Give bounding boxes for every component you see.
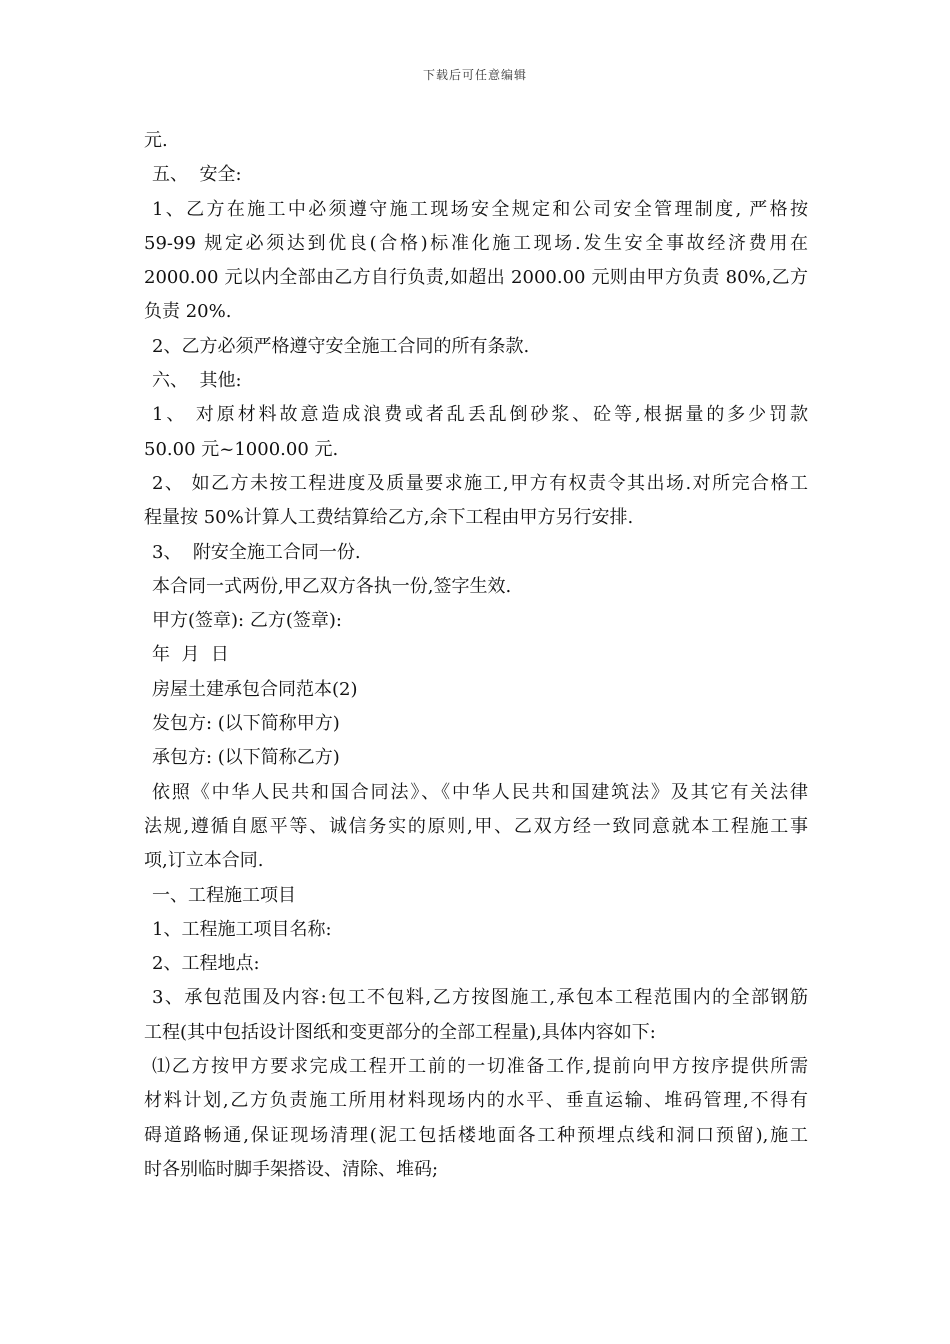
text-line: 2、 如乙方未按工程进度及质量要求施工,甲方有权责令其出场.对所完合格工 [152,472,808,494]
text-line: 发包方: (以下简称甲方) [152,713,340,735]
text-line: 年 月 日 [152,644,229,666]
text-line: 2000.00 元以内全部由乙方自行负责,如超出 2000.00 元则由甲方负责 80%,乙方 [144,267,808,289]
text-line: 一、工程施工项目 [152,884,296,906]
text-line: 程量按 50%计算人工费结算给乙方,余下工程由甲方另行安排. [144,507,634,529]
text-line: 材料计划,乙方负责施工所用材料现场内的水平、垂直运输、堆码管理,不得有 [144,1090,808,1112]
text-line: 时各别临时脚手架搭设、清除、堆码; [144,1158,439,1180]
text-line: 五、 安全: [152,164,242,186]
text-line: 法规,遵循自愿平等、诚信务实的原则,甲、乙双方经一致同意就本工程施工事 [144,815,808,837]
text-line: 本合同一式两份,甲乙双方各执一份,签字生效. [152,575,512,597]
page-header: 下载后可任意编辑 [422,68,527,82]
text-line: 50.00 元~1000.00 元. [144,438,339,460]
text-line: 1、工程施工项目名称: [152,918,332,940]
document-body [144,124,808,1187]
text-line: 2、工程地点: [152,953,260,975]
text-line: 59-99 规定必须达到优良(合格)标准化施工现场.发生安全事故经济费用在 [144,232,808,254]
text-line: 工程(其中包括设计图纸和变更部分的全部工程量),具体内容如下: [144,1021,656,1043]
text-line: 甲方(签章): 乙方(签章): [152,610,342,632]
text-line: 项,订立本合同. [144,850,264,872]
text-line: 3、承包范围及内容:包工不包料,乙方按图施工,承包本工程范围内的全部钢筋 [152,987,808,1009]
text-line: ⑴乙方按甲方要求完成工程开工前的一切准备工作,提前向甲方按序提供所需 [152,1056,808,1078]
text-line: 六、 其他: [152,370,242,392]
text-line: 负责 20%. [144,301,232,323]
text-line: 2、乙方必须严格遵守安全施工合同的所有条款. [152,335,530,357]
text-line: 房屋土建承包合同范本(2) [152,678,358,700]
text-line: 3、 附安全施工合同一份. [152,541,361,563]
text-line: 碍道路畅通,保证现场清理(泥工包括楼地面各工种预埋点线和洞口预留),施工 [144,1124,808,1146]
text-line: 1、乙方在施工中必须遵守施工现场安全规定和公司安全管理制度, 严格按 [152,198,808,220]
text-line: 依照《中华人民共和国合同法》、《中华人民共和国建筑法》及其它有关法律 [152,781,808,803]
text-line: 1、 对原材料故意造成浪费或者乱丢乱倒砂浆、砼等,根据量的多少罚款 [152,404,808,426]
text-line: 承包方: (以下简称乙方) [152,747,340,769]
text-line: 元. [144,130,168,151]
